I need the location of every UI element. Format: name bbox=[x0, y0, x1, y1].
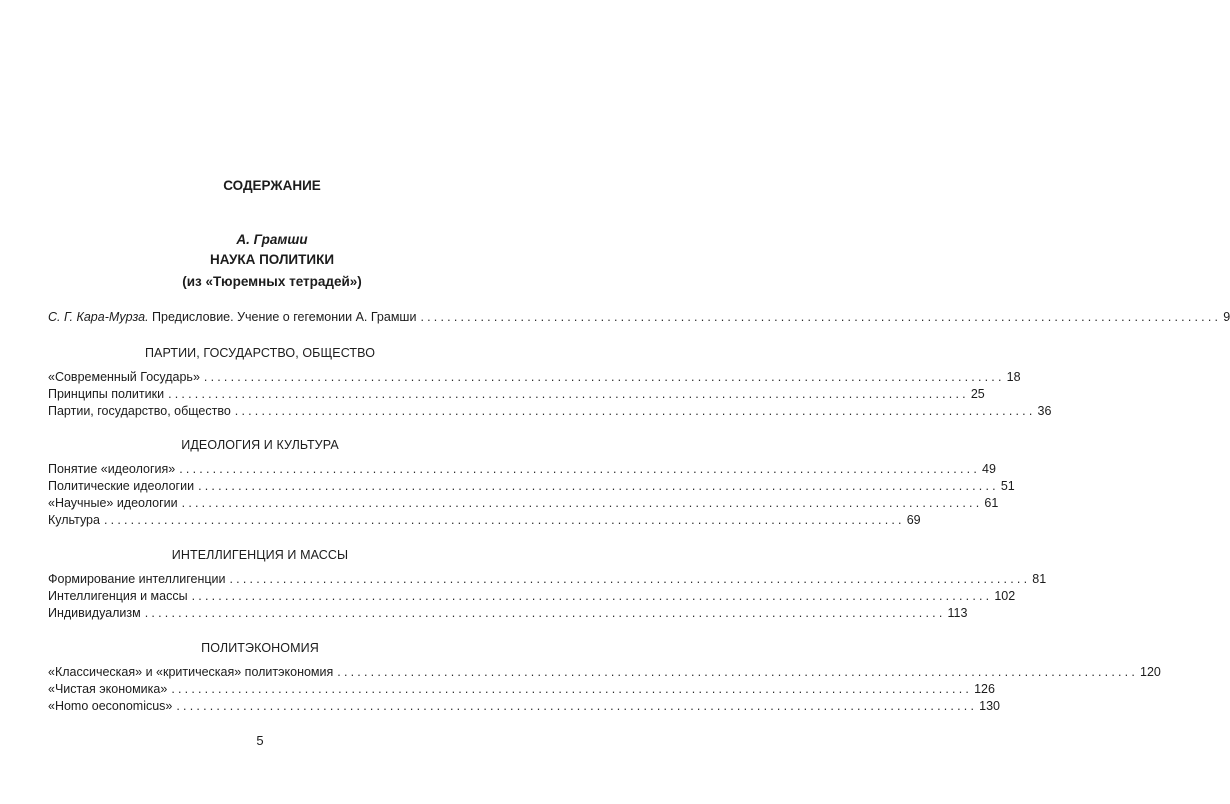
toc-entry-page: 25 bbox=[970, 387, 985, 401]
toc-entry-page: 18 bbox=[1006, 370, 1021, 384]
toc-entry-page: 36 bbox=[1037, 404, 1052, 418]
toc-entry[interactable] bbox=[48, 461, 996, 477]
toc-entry[interactable] bbox=[48, 478, 1015, 494]
preface-author: С. Г. Кара-Мурза. bbox=[48, 310, 149, 324]
toc-entry-page: 130 bbox=[979, 699, 1000, 713]
section-title: ИДЕОЛОГИЯ И КУЛЬТУРА bbox=[181, 438, 339, 452]
dot-leader: ........................................................................................................................ bbox=[191, 589, 993, 603]
page-number: 5 bbox=[256, 733, 264, 748]
toc-entry-page: 9 bbox=[1223, 310, 1230, 324]
toc-entry-page: 51 bbox=[1000, 479, 1015, 493]
toc-entry[interactable] bbox=[48, 369, 1021, 385]
dot-leader: ........................................................................................................................ bbox=[181, 496, 983, 510]
toc-entry[interactable] bbox=[48, 664, 1161, 680]
toc-entry-page: 61 bbox=[984, 496, 999, 510]
toc-entry[interactable] bbox=[48, 403, 1052, 419]
author-name: А. Грамши bbox=[236, 232, 308, 247]
book-title: НАУКА ПОЛИТИКИ bbox=[209, 252, 335, 267]
toc-entry[interactable] bbox=[48, 512, 921, 528]
toc-entry-title: «Научные» идеологии bbox=[48, 496, 178, 510]
toc-entry-page: 49 bbox=[982, 462, 996, 476]
dot-leader: ........................................................................................................................ bbox=[198, 479, 999, 493]
toc-entry[interactable] bbox=[48, 605, 968, 621]
dot-leader: ........................................................................................................................ bbox=[176, 699, 978, 713]
dot-leader: ........................................................................................................................ bbox=[103, 513, 905, 527]
toc-entry[interactable] bbox=[48, 681, 995, 697]
toc-entry[interactable] bbox=[48, 571, 1047, 587]
toc-entry-title: «Современный Государь» bbox=[48, 370, 200, 384]
toc-entry-title: Интеллигенция и массы bbox=[48, 589, 188, 603]
toc-entry[interactable] bbox=[48, 588, 1016, 604]
toc-entry-page: 102 bbox=[994, 589, 1016, 603]
toc-entry-title: «Homo oeconomicus» bbox=[48, 699, 173, 713]
toc-entry-page: 126 bbox=[974, 682, 995, 696]
dot-leader: ........................................................................................................................ bbox=[168, 387, 969, 401]
dot-leader: ........................................................................................................................ bbox=[179, 462, 980, 476]
toc-entry-page: 120 bbox=[1140, 665, 1161, 679]
book-subtitle: (из «Тюремных тетрадей») bbox=[182, 274, 362, 289]
preface-title: Предисловие. Учение о гегемонии А. Грамши bbox=[148, 310, 417, 324]
toc-entry-page: 113 bbox=[947, 606, 968, 620]
toc-entry-title: Принципы политики bbox=[48, 387, 165, 401]
toc-entry-title: Культура bbox=[48, 513, 100, 527]
dot-leader: ........................................................................................................................ bbox=[229, 572, 1031, 586]
dot-leader: ........................................................................................................................ bbox=[337, 665, 1139, 679]
dot-leader: ........................................................................................................................ bbox=[420, 310, 1222, 324]
toc-entry-title bbox=[48, 309, 416, 325]
toc-entry-preface[interactable] bbox=[48, 309, 1230, 325]
toc-entry-title: Политические идеологии bbox=[48, 479, 195, 493]
toc-entry-title: Партии, государство, общество bbox=[48, 404, 231, 418]
toc-entry-page: 81 bbox=[1032, 572, 1047, 586]
contents-title: СОДЕРЖАНИЕ bbox=[223, 178, 321, 193]
toc-entry-title: Индивидуализм bbox=[48, 606, 141, 620]
toc-entry[interactable] bbox=[48, 495, 999, 511]
toc-entry-title: Формирование интеллигенции bbox=[48, 572, 226, 586]
dot-leader: ........................................................................................................................ bbox=[203, 370, 1005, 384]
toc-entry-page: 69 bbox=[906, 513, 921, 527]
toc-entry[interactable] bbox=[48, 386, 985, 402]
toc-entry-title: «Классическая» и «критическая» политэкономия bbox=[48, 665, 334, 679]
toc-entry[interactable] bbox=[48, 698, 1000, 714]
section-title: ПОЛИТЭКОНОМИЯ bbox=[201, 641, 319, 655]
dot-leader: ........................................................................................................................ bbox=[171, 682, 973, 696]
section-title: ПАРТИИ, ГОСУДАРСТВО, ОБЩЕСТВО bbox=[144, 346, 376, 360]
dot-leader: ........................................................................................................................ bbox=[144, 606, 946, 620]
toc-entry-title: Понятие «идеология» bbox=[48, 462, 176, 476]
dot-leader: ........................................................................................................................ bbox=[234, 404, 1036, 418]
toc-entry-title: «Чистая экономика» bbox=[48, 682, 168, 696]
section-title: ИНТЕЛЛИГЕНЦИЯ И МАССЫ bbox=[171, 548, 349, 562]
